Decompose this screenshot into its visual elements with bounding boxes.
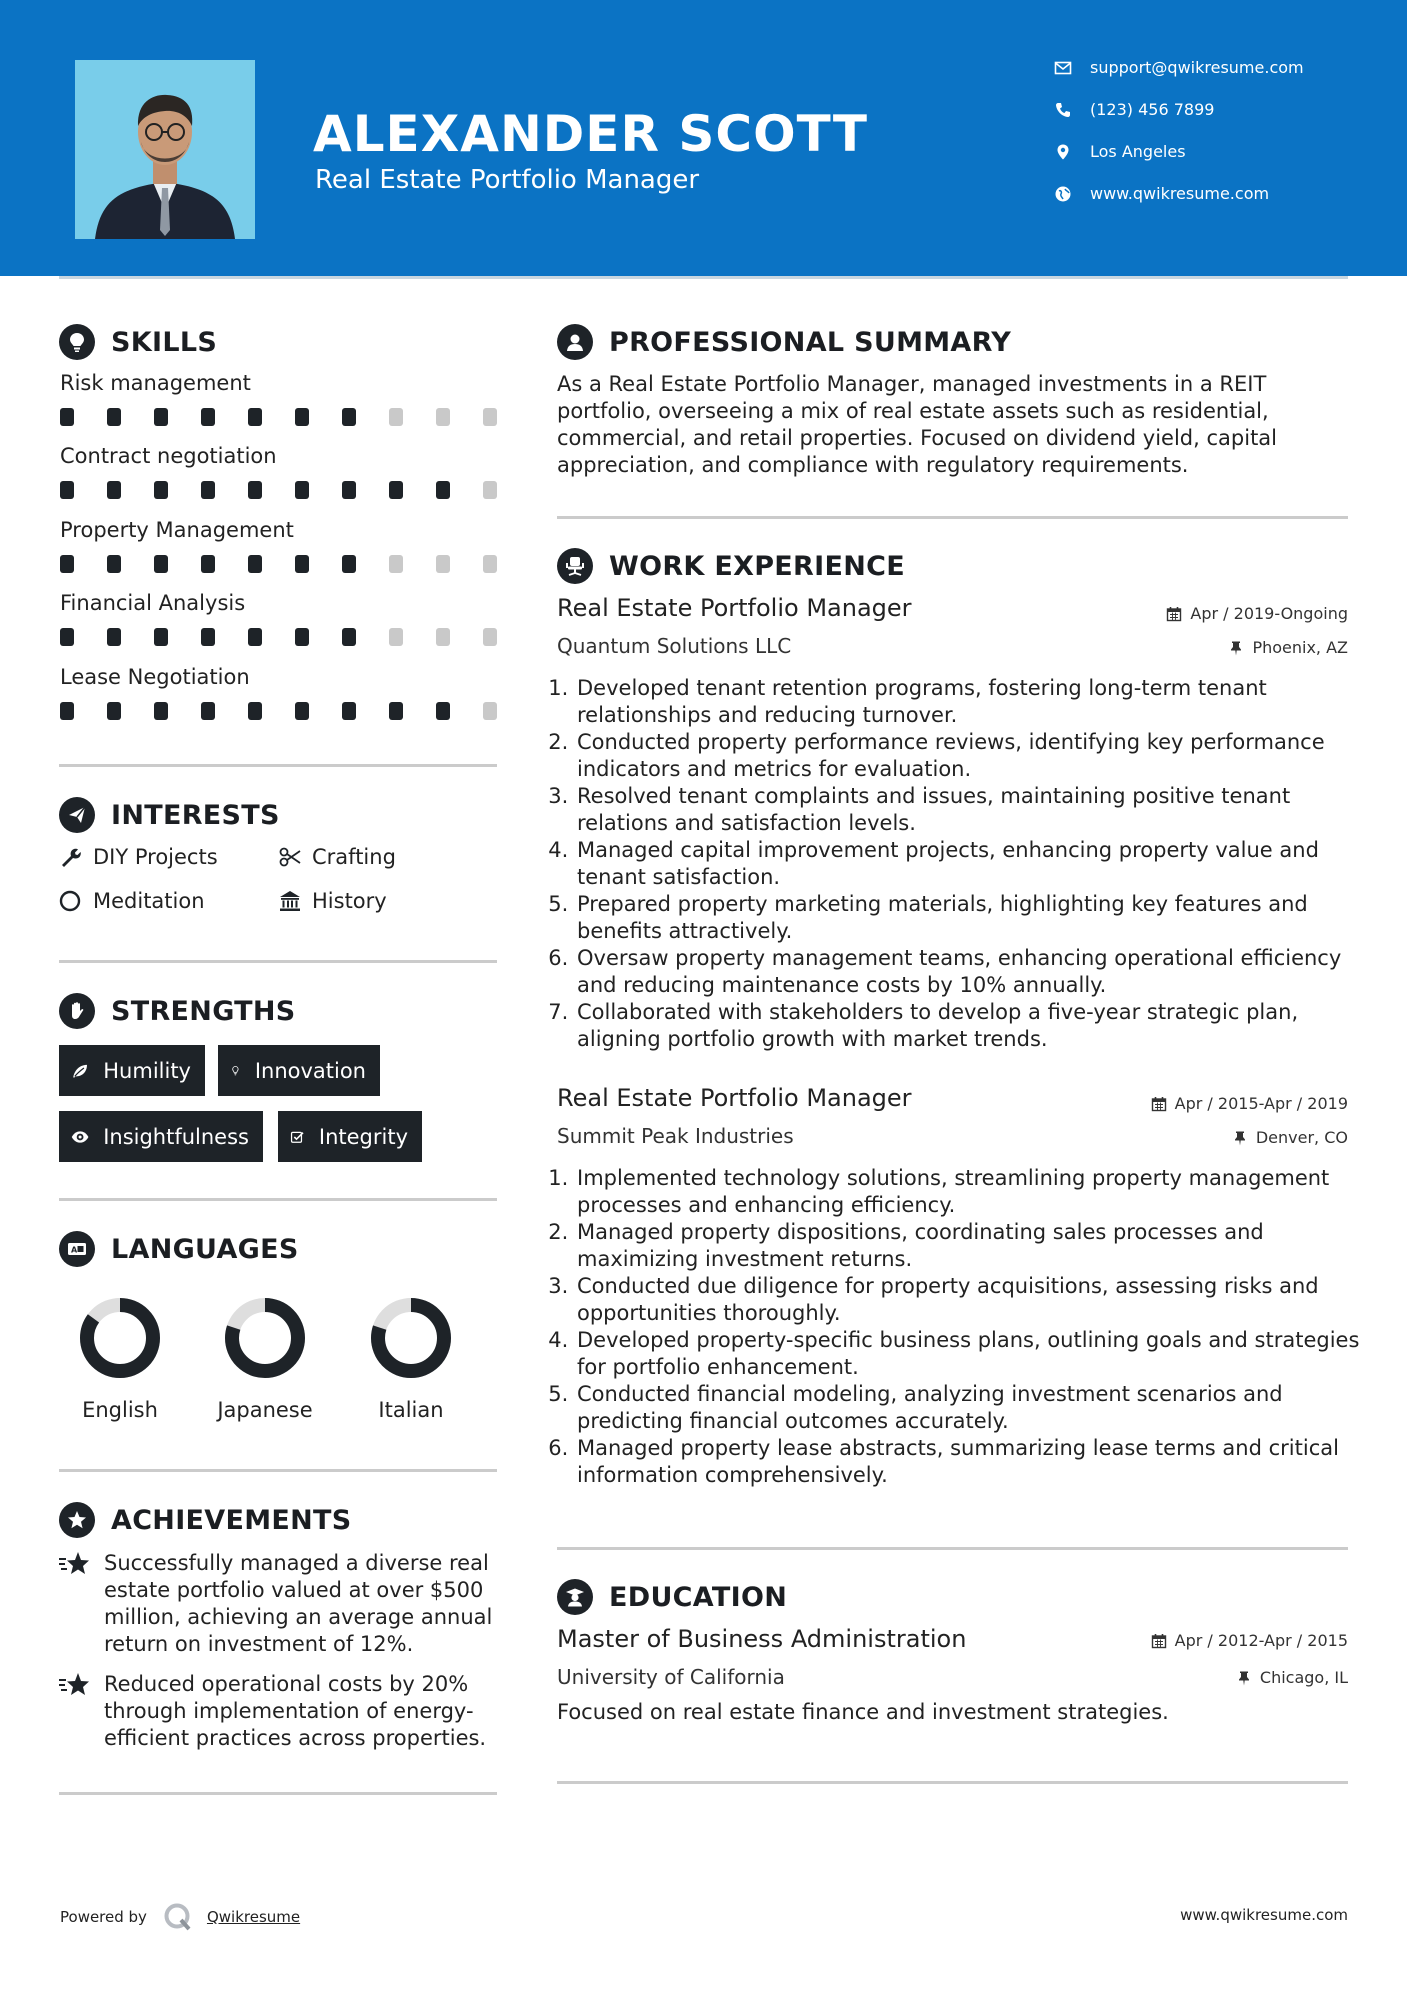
rating-dot-filled: [154, 628, 168, 646]
rating-dot-filled: [60, 555, 74, 573]
header-divider: [59, 276, 1348, 279]
section-divider: [59, 960, 497, 963]
rating-dot-filled: [107, 628, 121, 646]
section-divider: [557, 1781, 1348, 1784]
rating-dot-empty: [389, 555, 403, 573]
skill-rating: [60, 628, 530, 646]
language-name: English: [82, 1398, 158, 1422]
rating-dot-filled: [342, 481, 356, 499]
rating-dot-filled: [201, 628, 215, 646]
skill-name: Risk management: [60, 371, 251, 395]
strength-label: Humility: [103, 1058, 191, 1083]
strength-badge: [278, 1111, 422, 1162]
rating-dot-filled: [60, 408, 74, 426]
rating-dot-filled: [60, 628, 74, 646]
rating-dot-empty: [436, 628, 450, 646]
language-name: Italian: [378, 1398, 444, 1422]
check-square-icon: [290, 1125, 305, 1149]
rating-dot-empty: [483, 702, 497, 720]
bank-icon: [278, 889, 302, 913]
skill-rating: [60, 408, 530, 426]
job-company: Quantum Solutions LLC: [557, 634, 792, 658]
duty-item: 2. Managed property dispositions, coordinating sales processes and maximizing investment returns.: [575, 1219, 1365, 1273]
languages-heading-text: LANGUAGES: [111, 1233, 299, 1265]
contact-website[interactable]: [1054, 184, 1269, 203]
profile-photo: [75, 60, 255, 239]
lightbulb-icon: [59, 324, 95, 360]
qwikresume-logo-icon: [163, 1902, 193, 1932]
duty-item: 1. Implemented technology solutions, streamlining property management processes and enhancing efficiency.: [575, 1165, 1365, 1219]
job-dates-text: Apr / 2019-Ongoing: [1190, 604, 1348, 623]
star-icon: [58, 1550, 92, 1580]
languages-heading: [59, 1231, 299, 1267]
skill-rating: [60, 555, 530, 573]
footer-powered-by: [60, 1902, 300, 1932]
phone-icon: [1054, 101, 1072, 119]
language-level-donut: [222, 1295, 308, 1381]
job-dates: [1151, 1094, 1348, 1113]
job-location-text: Denver, CO: [1255, 1128, 1348, 1147]
contact-website-text: www.qwikresume.com: [1090, 184, 1270, 203]
interest-label: Meditation: [93, 889, 205, 913]
strength-badge: [59, 1111, 263, 1162]
skill-name: Contract negotiation: [60, 444, 277, 468]
strengths-heading-text: STRENGTHS: [111, 995, 296, 1027]
summary-heading: [557, 324, 1011, 360]
contact-email[interactable]: [1054, 58, 1304, 77]
duty-item: 3. Resolved tenant complaints and issues, maintaining positive tenant relations and satisfaction levels.: [575, 783, 1365, 837]
language-name: Japanese: [217, 1398, 313, 1422]
rating-dot-filled: [295, 628, 309, 646]
rating-dot-filled: [342, 628, 356, 646]
duty-item: 4. Managed capital improvement projects, enhancing property value and tenant satisfaction.: [575, 837, 1365, 891]
strengths-heading: [59, 993, 296, 1029]
rating-dot-empty: [483, 555, 497, 573]
rating-dot-filled: [201, 481, 215, 499]
interest-label: Crafting: [312, 845, 396, 869]
education-heading: [557, 1579, 787, 1615]
skills-heading: [59, 324, 217, 360]
rating-dot-filled: [201, 555, 215, 573]
svg-text:A: A: [71, 1245, 78, 1255]
strength-label: Integrity: [318, 1124, 408, 1149]
rating-dot-empty: [389, 628, 403, 646]
rating-dot-filled: [154, 408, 168, 426]
interests-heading-text: INTERESTS: [111, 799, 280, 831]
duty-item: 7. Collaborated with stakeholders to develop a five-year strategic plan, aligning portfolio growth with market trends.: [575, 999, 1365, 1053]
section-divider: [59, 1469, 497, 1472]
skills-heading-text: SKILLS: [111, 326, 218, 358]
rating-dot-filled: [107, 408, 121, 426]
interest-item: [278, 889, 387, 913]
rating-dot-filled: [342, 702, 356, 720]
education-dates-text: Apr / 2012-Apr / 2015: [1174, 1631, 1348, 1650]
strength-label: Innovation: [254, 1058, 366, 1083]
rating-dot-filled: [154, 702, 168, 720]
school-name: University of California: [557, 1665, 785, 1689]
interest-item: [278, 845, 396, 869]
envelope-icon: [1054, 59, 1072, 77]
rating-dot-filled: [248, 555, 262, 573]
achievements-heading: [59, 1502, 352, 1538]
interest-label: History: [312, 889, 387, 913]
interest-item: [59, 889, 205, 913]
education-location: [1236, 1668, 1348, 1687]
duty-item: 5. Prepared property marketing materials, highlighting key features and benefits attractively.: [575, 891, 1365, 945]
rating-dot-filled: [248, 408, 262, 426]
footer-url[interactable]: www.qwikresume.com: [1180, 1906, 1348, 1924]
achievement-item: [58, 1550, 504, 1658]
interest-item: [59, 845, 218, 869]
rating-dot-filled: [436, 702, 450, 720]
job-duties-list: [557, 675, 1365, 1053]
rating-dot-filled: [107, 481, 121, 499]
paper-plane-icon: [59, 797, 95, 833]
rating-dot-filled: [60, 481, 74, 499]
section-divider: [59, 764, 497, 767]
rating-dot-filled: [201, 702, 215, 720]
education-dates: [1151, 1631, 1348, 1650]
duty-item: 6. Oversaw property management teams, enhancing operational efficiency and reducing maintenance costs by 10% annually.: [575, 945, 1365, 999]
rating-dot-filled: [342, 408, 356, 426]
circle-icon: [59, 889, 83, 913]
candidate-title: Real Estate Portfolio Manager: [315, 165, 700, 195]
achievement-text: Successfully managed a diverse real estate portfolio valued at over $500 million, achieving an average annual return on investment of 12%.: [104, 1551, 493, 1656]
rating-dot-filled: [154, 481, 168, 499]
rating-dot-empty: [483, 481, 497, 499]
section-divider: [59, 1198, 497, 1201]
leaf-icon: [71, 1059, 89, 1083]
rating-dot-filled: [295, 555, 309, 573]
rating-dot-empty: [436, 408, 450, 426]
scissors-icon: [278, 845, 302, 869]
duty-item: 6. Managed property lease abstracts, summarizing lease terms and critical information comprehensively.: [575, 1435, 1365, 1489]
job-title: Real Estate Portfolio Manager: [557, 1084, 912, 1112]
rating-dot-filled: [342, 555, 356, 573]
duty-item: 4. Developed property-specific business plans, outlining goals and strategies for portfolio enhancement.: [575, 1327, 1365, 1381]
job-location: [1228, 638, 1348, 657]
pushpin-icon: [1228, 640, 1244, 656]
contact-phone[interactable]: [1054, 100, 1214, 119]
globe-icon: [1054, 185, 1072, 203]
pushpin-icon: [1236, 1670, 1252, 1686]
interests-heading: [59, 797, 280, 833]
calendar-icon: [1151, 1096, 1167, 1112]
section-divider: [59, 1792, 497, 1795]
section-divider: [557, 516, 1348, 519]
job-company: Summit Peak Industries: [557, 1124, 794, 1148]
achievement-text: Reduced operational costs by 20% through implementation of energy-efficient practices across properties.: [104, 1672, 487, 1750]
skill-rating: [60, 481, 530, 499]
education-location-text: Chicago, IL: [1259, 1668, 1348, 1687]
wrench-icon: [59, 845, 83, 869]
star-icon: [58, 1671, 92, 1701]
strength-badge: [59, 1045, 205, 1096]
skill-rating: [60, 702, 530, 720]
map-marker-icon: [1054, 143, 1072, 161]
language-level-donut: [368, 1295, 454, 1381]
rating-dot-filled: [248, 481, 262, 499]
skill-name: Property Management: [60, 518, 294, 542]
degree-title: Master of Business Administration: [557, 1625, 967, 1653]
graduate-icon: [557, 1579, 593, 1615]
rating-dot-empty: [389, 408, 403, 426]
rating-dot-filled: [436, 481, 450, 499]
summary-heading-text: PROFESSIONAL SUMMARY: [609, 326, 1012, 358]
skill-name: Financial Analysis: [60, 591, 246, 615]
calendar-icon: [1151, 1633, 1167, 1649]
rating-dot-filled: [295, 408, 309, 426]
duty-item: 3. Conducted due diligence for property acquisitions, assessing risks and opportunities thoroughly.: [575, 1273, 1365, 1327]
duty-item: 2. Conducted property performance reviews, identifying key performance indicators and metrics for evaluation.: [575, 729, 1365, 783]
summary-text: As a Real Estate Portfolio Manager, managed investments in a REIT portfolio, overseeing a mix of real estate assets such as residential, commercial, and retail properties. Focused on dividend yield, capital appreciation, and compliance with regulatory requirements.: [557, 372, 1278, 477]
rating-dot-filled: [248, 702, 262, 720]
contact-location-text: Los Angeles: [1090, 142, 1186, 161]
user-icon: [557, 324, 593, 360]
rating-dot-empty: [483, 408, 497, 426]
job-title: Real Estate Portfolio Manager: [557, 594, 912, 622]
calendar-icon: [1166, 606, 1182, 622]
person-portrait-icon: [75, 60, 255, 239]
rating-dot-filled: [295, 702, 309, 720]
job-location: [1232, 1128, 1348, 1147]
candidate-name: ALEXANDER SCOTT: [313, 105, 868, 163]
language-icon: [59, 1231, 95, 1267]
qwikresume-link[interactable]: Qwikresume: [206, 1908, 301, 1926]
hand-icon: [59, 993, 95, 1029]
header-banner: [0, 0, 1407, 276]
contact-phone-text: (123) 456 7899: [1090, 100, 1215, 119]
section-divider: [557, 1547, 1348, 1550]
achievement-item: [58, 1671, 504, 1752]
office-chair-icon: [557, 548, 593, 584]
job-location-text: Phoenix, AZ: [1252, 638, 1348, 657]
rating-dot-filled: [60, 702, 74, 720]
eye-icon: [71, 1125, 89, 1149]
language-level-donut: [77, 1295, 163, 1381]
rating-dot-empty: [483, 628, 497, 646]
rating-dot-filled: [154, 555, 168, 573]
education-heading-text: EDUCATION: [609, 1581, 788, 1613]
job-dates-text: Apr / 2015-Apr / 2019: [1174, 1094, 1348, 1113]
rating-dot-filled: [389, 481, 403, 499]
strength-label: Insightfulness: [103, 1124, 249, 1149]
lightbulb-icon: [230, 1059, 241, 1083]
experience-heading-text: WORK EXPERIENCE: [609, 550, 905, 582]
rating-dot-filled: [201, 408, 215, 426]
rating-dot-empty: [436, 555, 450, 573]
duty-item: 1. Developed tenant retention programs, fostering long-term tenant relationships and reducing turnover.: [575, 675, 1365, 729]
pushpin-icon: [1232, 1130, 1248, 1146]
star-badge-icon: [59, 1502, 95, 1538]
contact-email-text: support@qwikresume.com: [1090, 58, 1304, 77]
rating-dot-filled: [248, 628, 262, 646]
contact-location: [1054, 142, 1186, 161]
interest-label: DIY Projects: [93, 845, 218, 869]
powered-by-text: Powered by: [60, 1908, 147, 1926]
job-duties-list: [557, 1165, 1365, 1489]
rating-dot-filled: [107, 702, 121, 720]
experience-heading: [557, 548, 905, 584]
job-dates: [1166, 604, 1348, 623]
duty-item: 5. Conducted financial modeling, analyzing investment scenarios and predicting financial outcomes accurately.: [575, 1381, 1365, 1435]
education-description: Focused on real estate finance and investment strategies.: [557, 1700, 1169, 1724]
rating-dot-filled: [295, 481, 309, 499]
rating-dot-filled: [389, 702, 403, 720]
skill-name: Lease Negotiation: [60, 665, 250, 689]
achievements-heading-text: ACHIEVEMENTS: [111, 1504, 352, 1536]
strength-badge: [218, 1045, 380, 1096]
rating-dot-filled: [107, 555, 121, 573]
